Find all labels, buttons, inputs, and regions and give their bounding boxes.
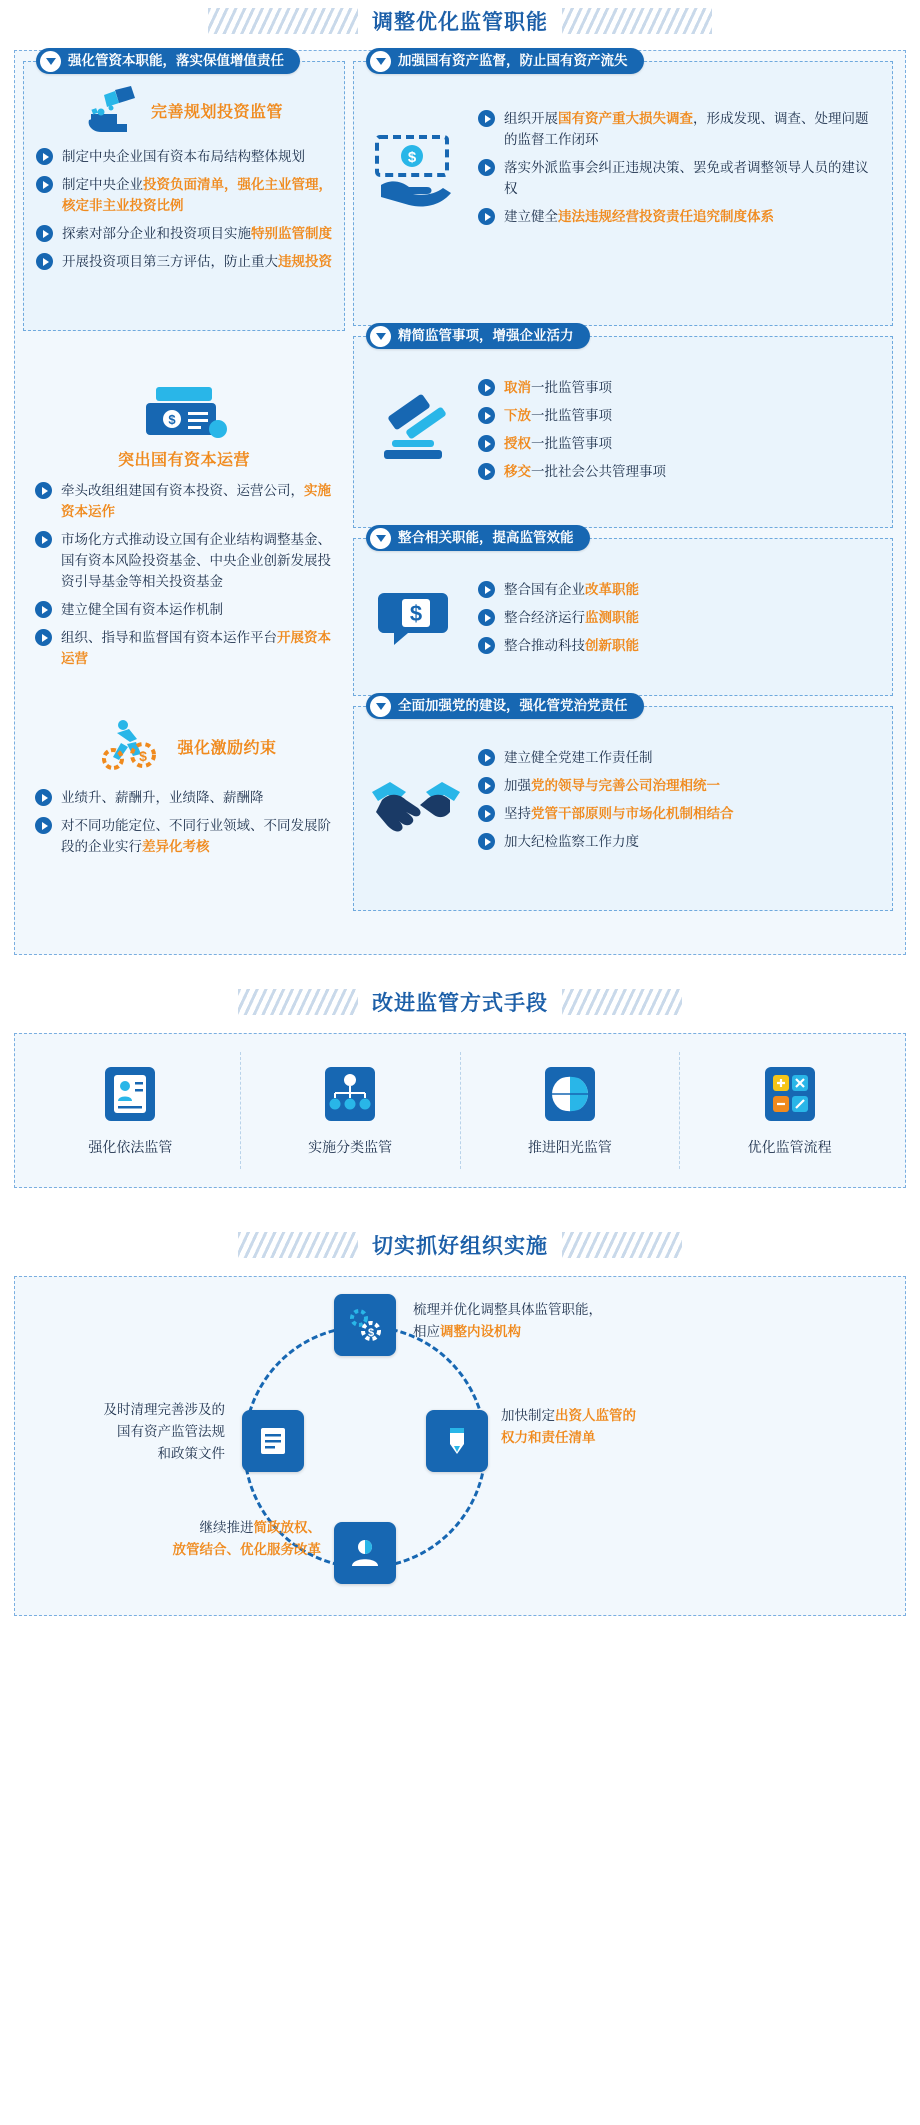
list-item-text: 组织开展国有资产重大损失调查，形成发现、调查、处理问题的监督工作闭环 bbox=[504, 111, 869, 147]
main-panel-section-1 bbox=[14, 50, 906, 955]
play-bullet-icon bbox=[36, 176, 53, 193]
section-title-2: 改进监管方式手段 bbox=[372, 992, 548, 1015]
play-bullet-icon bbox=[478, 407, 495, 424]
cycle-node-pen bbox=[426, 1410, 488, 1472]
bullet-container bbox=[478, 108, 880, 227]
section-banner-1 bbox=[0, 0, 920, 46]
list-item-text: 加大纪检监察工作力度 bbox=[504, 834, 639, 849]
list-item bbox=[478, 831, 880, 852]
card-header-pill bbox=[366, 323, 590, 349]
chevron-down-icon bbox=[370, 528, 391, 549]
hatch-decoration-right bbox=[562, 1232, 682, 1258]
hatch-decoration-left bbox=[238, 1232, 358, 1258]
feature-label: 实施分类监管 bbox=[308, 1138, 393, 1155]
play-bullet-icon bbox=[478, 609, 495, 626]
left-column bbox=[23, 53, 345, 942]
cycle-text-person bbox=[43, 1517, 321, 1561]
play-bullet-icon bbox=[478, 379, 495, 396]
bullet-list bbox=[478, 579, 880, 656]
list-item-text: 加强党的领导与完善公司治理相统一 bbox=[504, 778, 720, 793]
cycle-text-line: 继续推进简政放权、 bbox=[199, 1520, 321, 1535]
gears-icon bbox=[346, 1306, 384, 1344]
list-item-text: 业绩升、薪酬升，业绩降、薪酬降 bbox=[61, 790, 264, 805]
icon-title-label: 突出国有资本运营 bbox=[117, 452, 250, 469]
play-bullet-icon bbox=[478, 435, 495, 452]
play-bullet-icon bbox=[478, 833, 495, 850]
list-item-text: 移交一批社会公共管理事项 bbox=[504, 464, 666, 479]
list-item bbox=[478, 108, 880, 150]
play-bullet-icon bbox=[478, 159, 495, 176]
bullet-list bbox=[35, 787, 333, 857]
card-incentive-constraint bbox=[23, 681, 345, 869]
list-item-text: 整合推动科技创新职能 bbox=[504, 638, 639, 653]
card-state-asset-supervision bbox=[353, 53, 893, 326]
bullet-container bbox=[478, 579, 880, 656]
bullet-list bbox=[35, 480, 333, 669]
list-item-text: 整合国有企业改革职能 bbox=[504, 582, 639, 597]
list-item bbox=[35, 599, 333, 620]
list-item-text: 开展投资项目第三方评估，防止重大违规投资 bbox=[62, 254, 332, 269]
play-bullet-icon bbox=[478, 208, 495, 225]
list-item-text: 探索对部分企业和投资项目实施特别监管制度 bbox=[62, 226, 332, 241]
feature-item-legal-supervision bbox=[21, 1052, 241, 1169]
list-item-text: 建立健全违法违规经营投资责任追究制度体系 bbox=[504, 209, 774, 224]
icon-content-row bbox=[366, 747, 880, 852]
speech-dollar-icon bbox=[366, 585, 466, 651]
list-item-text: 牵头改组组建国有资本投资、运营公司，实施资本运作 bbox=[61, 483, 331, 519]
cycle-node-gears bbox=[334, 1294, 396, 1356]
list-item-text: 整合经济运行监测职能 bbox=[504, 610, 639, 625]
list-item bbox=[36, 174, 332, 216]
play-bullet-icon bbox=[478, 777, 495, 794]
section-title-1: 调整优化监管职能 bbox=[372, 11, 548, 34]
play-bullet-icon bbox=[478, 581, 495, 598]
list-item bbox=[35, 480, 333, 522]
handshake-icon bbox=[366, 762, 466, 838]
list-item bbox=[478, 747, 880, 768]
cycle-text-line: 梳理并优化调整具体监管职能， bbox=[413, 1302, 602, 1317]
card-integrate-functions bbox=[353, 530, 893, 696]
calculator-icon bbox=[761, 1065, 819, 1123]
list-item bbox=[36, 223, 332, 244]
bullet-container bbox=[478, 747, 880, 852]
list-item bbox=[478, 775, 880, 796]
icon-content-row bbox=[366, 108, 880, 227]
right-column bbox=[353, 53, 893, 942]
list-item bbox=[478, 803, 880, 824]
card-header-pill bbox=[366, 525, 590, 551]
icon-title-block bbox=[35, 447, 333, 470]
play-bullet-icon bbox=[35, 817, 52, 834]
list-item-text: 制定中央企业投资负面清单，强化主业管理，核定非主业投资比例 bbox=[62, 177, 332, 213]
chevron-down-icon bbox=[40, 51, 61, 72]
list-item bbox=[35, 627, 333, 669]
pill-label: 加强国有资产监督，防止国有资产流失 bbox=[398, 53, 628, 68]
cycle-text-line: 国有资产监管法规 bbox=[117, 1424, 225, 1439]
list-item-text: 坚持党管干部原则与市场化机制相结合 bbox=[504, 806, 734, 821]
card-simplify-supervision bbox=[353, 328, 893, 528]
svg-text:$: $ bbox=[407, 148, 417, 166]
list-item-text: 制定中央企业国有资本布局结构整体规划 bbox=[62, 149, 305, 164]
list-item-text: 下放一批监管事项 bbox=[504, 408, 612, 423]
list-item-text: 组织、指导和监督国有资本运作平台开展资本运营 bbox=[61, 630, 331, 666]
main-panel-section-3 bbox=[14, 1276, 906, 1616]
pill-label: 整合相关职能，提高监管效能 bbox=[398, 530, 574, 545]
main-panel-section-2 bbox=[14, 1033, 906, 1188]
globe-icon bbox=[541, 1065, 599, 1123]
feature-label: 推进阳光监管 bbox=[527, 1138, 612, 1155]
svg-text:$: $ bbox=[409, 600, 423, 626]
list-item bbox=[478, 377, 880, 398]
list-item-text: 建立健全党建工作责任制 bbox=[504, 750, 653, 765]
card-state-capital-operation bbox=[23, 341, 345, 671]
list-item bbox=[36, 251, 332, 272]
section-banner-2 bbox=[0, 981, 920, 1027]
feature-label: 强化依法监管 bbox=[88, 1138, 173, 1155]
icon-content-row bbox=[366, 377, 880, 482]
bullet-list bbox=[36, 146, 332, 272]
list-item bbox=[35, 787, 333, 808]
list-item bbox=[478, 635, 880, 656]
play-bullet-icon bbox=[478, 110, 495, 127]
list-item bbox=[478, 461, 880, 482]
list-item-text: 取消一批监管事项 bbox=[504, 380, 612, 395]
play-bullet-icon bbox=[35, 531, 52, 548]
cycle-node-person bbox=[334, 1522, 396, 1584]
list-doc-icon bbox=[256, 1424, 290, 1458]
bullet-list bbox=[478, 747, 880, 852]
pen-icon bbox=[440, 1424, 474, 1458]
list-item bbox=[35, 815, 333, 857]
list-item-text: 授权一批监管事项 bbox=[504, 436, 612, 451]
icon-title-label: 完善规划投资监管 bbox=[150, 103, 283, 121]
hatch-decoration-left bbox=[208, 8, 358, 34]
card-party-building bbox=[353, 698, 893, 911]
play-bullet-icon bbox=[35, 629, 52, 646]
cycle-text-line: 加快制定出资人监管的 bbox=[501, 1408, 636, 1423]
pill-label: 全面加强党的建设，强化管党治党责任 bbox=[398, 698, 628, 713]
card-header-pill bbox=[36, 48, 300, 74]
money-cash-icon bbox=[35, 381, 333, 443]
list-item bbox=[36, 146, 332, 167]
feature-item-classified-supervision bbox=[241, 1052, 461, 1169]
chevron-down-icon bbox=[370, 696, 391, 717]
cycle-text-line: 和政策文件 bbox=[157, 1446, 225, 1461]
person-icon bbox=[348, 1536, 382, 1570]
bullet-list bbox=[478, 377, 880, 482]
hatch-decoration-right bbox=[562, 989, 682, 1015]
feature-item-sunshine-supervision bbox=[461, 1052, 681, 1169]
list-item bbox=[478, 579, 880, 600]
feature-label: 优化监管流程 bbox=[747, 1138, 832, 1155]
list-item bbox=[478, 157, 880, 199]
list-item-text: 市场化方式推动设立国有企业结构调整基金、国有资本风险投资基金、中央企业创新发展投资引导基金等相关投资基金 bbox=[61, 532, 331, 589]
document-person-icon bbox=[101, 1065, 159, 1123]
play-bullet-icon bbox=[478, 805, 495, 822]
section-title-3: 切实抓好组织实施 bbox=[372, 1235, 548, 1258]
hatch-decoration-left bbox=[238, 989, 358, 1015]
play-bullet-icon bbox=[36, 225, 53, 242]
list-item bbox=[478, 206, 880, 227]
bullet-list bbox=[478, 108, 880, 227]
list-item-text: 落实外派监事会纠正违规决策、罢免或者调整领导人员的建议权 bbox=[504, 160, 869, 196]
bullet-container bbox=[478, 377, 880, 482]
cycle-text-line: 相应调整内设机构 bbox=[413, 1324, 521, 1339]
hatch-decoration-right bbox=[562, 8, 712, 34]
play-bullet-icon bbox=[478, 637, 495, 654]
org-chart-icon bbox=[321, 1065, 379, 1123]
list-item bbox=[478, 607, 880, 628]
play-bullet-icon bbox=[36, 148, 53, 165]
list-item-text: 对不同功能定位、不同行业领域、不同发展阶段的企业实行差异化考核 bbox=[61, 818, 331, 854]
hand-money-icon bbox=[366, 129, 466, 207]
play-bullet-icon bbox=[35, 789, 52, 806]
play-bullet-icon bbox=[35, 601, 52, 618]
play-bullet-icon bbox=[36, 253, 53, 270]
cycle-node-list-doc bbox=[242, 1410, 304, 1472]
play-bullet-icon bbox=[478, 463, 495, 480]
cycle-text-gears bbox=[413, 1299, 663, 1343]
icon-title-block bbox=[35, 715, 333, 777]
cycle-text-line: 及时清理完善涉及的 bbox=[103, 1402, 225, 1417]
cycle-text-line: 权力和责任清单 bbox=[501, 1430, 596, 1445]
cycle-text-pen bbox=[501, 1405, 721, 1449]
icon-title-label: 强化激励约束 bbox=[177, 739, 277, 757]
chevron-down-icon bbox=[370, 326, 391, 347]
icon-title-block bbox=[36, 84, 332, 136]
hand-puzzle-icon bbox=[85, 84, 143, 136]
play-bullet-icon bbox=[35, 482, 52, 499]
cycle-text-list-doc bbox=[35, 1399, 225, 1465]
section-banner-3 bbox=[0, 1224, 920, 1270]
list-item-text: 建立健全国有资本运作机制 bbox=[61, 602, 223, 617]
card-strengthen-capital-management bbox=[23, 53, 345, 331]
gavel-icon bbox=[366, 394, 466, 466]
svg-text:$: $ bbox=[367, 1327, 375, 1339]
card-header-pill bbox=[366, 48, 644, 74]
chevron-down-icon bbox=[370, 51, 391, 72]
svg-text:$: $ bbox=[168, 412, 176, 427]
feature-item-optimize-process bbox=[680, 1052, 899, 1169]
runner-gear-icon bbox=[91, 715, 169, 777]
list-item bbox=[478, 433, 880, 454]
list-item bbox=[478, 405, 880, 426]
card-header-pill bbox=[366, 693, 644, 719]
list-item bbox=[35, 529, 333, 592]
pill-label: 强化管资本职能，落实保值增值责任 bbox=[68, 53, 284, 68]
icon-content-row bbox=[366, 579, 880, 656]
play-bullet-icon bbox=[478, 749, 495, 766]
pill-label: 精简监管事项，增强企业活力 bbox=[398, 328, 574, 343]
cycle-text-line: 放管结合、优化服务改革 bbox=[172, 1542, 321, 1557]
svg-text:$: $ bbox=[139, 748, 148, 764]
